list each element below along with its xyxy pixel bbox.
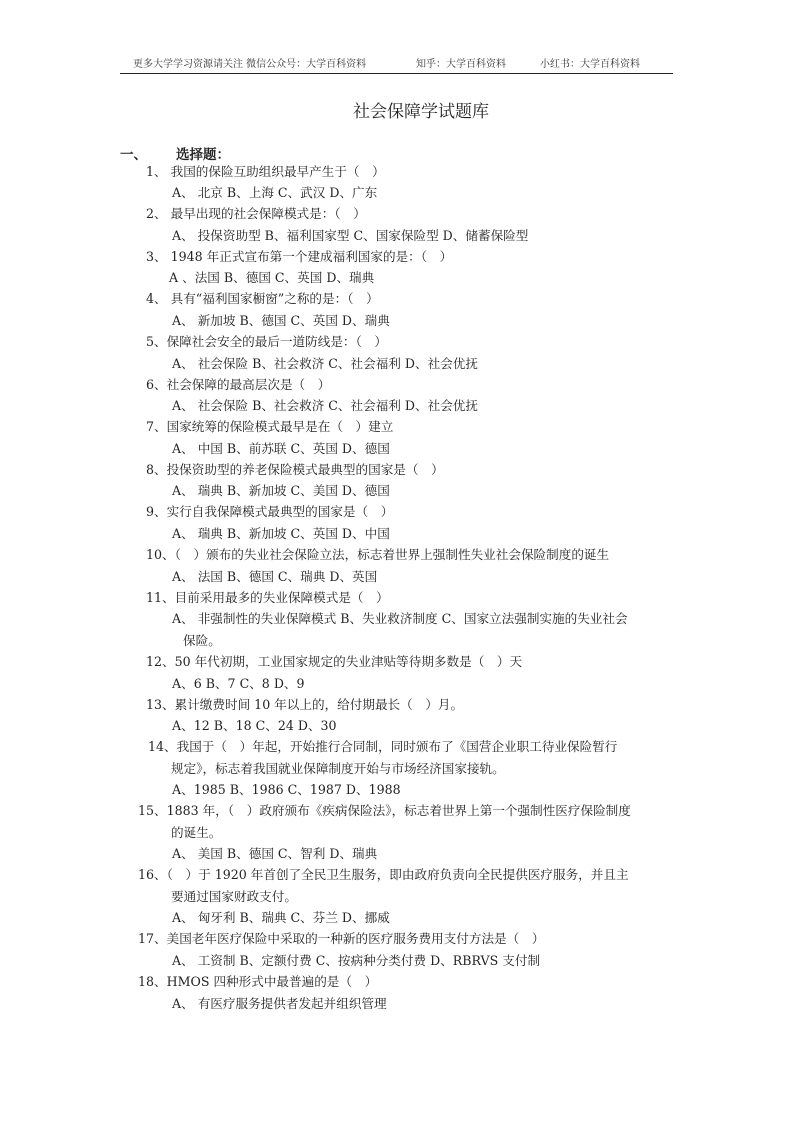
page-title: 社会保障学试题库	[353, 102, 489, 122]
question-3: 3、 1948 年正式宣布第一个建成福利国家的是：（ ）	[146, 249, 453, 264]
question-10: 10、（ ）颁布的失业社会保险立法，标志着世界上强制性失业社会保险制度的诞生	[146, 547, 610, 562]
question-1: 1、 我国的保险互助组织最早产生于（ ）	[146, 164, 385, 179]
header-zhihu: 知乎：大学百科资料	[416, 59, 506, 70]
section-heading: 选择题：	[176, 147, 230, 163]
question-8: 8、投保资助型的养老保险模式最典型的国家是（ ）	[146, 462, 444, 477]
question-12: 12、50 年代初期，工业国家规定的失业津贴等待期多数是（ ）天	[146, 654, 523, 669]
options-6: A、 社会保险 B、社会救济 C、社会福利 D、社会优抚	[172, 398, 478, 413]
question-4: 4、 具有“福利国家橱窗”之称的是：（ ）	[146, 291, 379, 306]
question-17: 17、美国老年医疗保险中采取的一种新的医疗服务费用支付方法是（ ）	[138, 931, 545, 946]
question-16: 16、（ ）于 1920 年首创了全民卫生服务，即由政府负责向全民提供医疗服务，并且主	[138, 867, 629, 882]
section-number: 一、	[120, 147, 147, 163]
header-xiaohongshu: 小红书：大学百科资料	[540, 59, 640, 70]
options-2: A、 投保资助型 B、福利国家型 C、国家保险型 D、储蓄保险型	[172, 228, 529, 243]
question-15-continued: 的诞生。	[171, 825, 222, 840]
options-11-continued: 保险。	[183, 633, 221, 648]
header-divider	[120, 73, 673, 74]
header-promo: 更多大学学习资源请关注 微信公众号：大学百科资料	[133, 59, 367, 70]
options-13: A、12 B、18 C、24 D、30	[172, 718, 337, 733]
options-5: A、 社会保险 B、社会救济 C、社会福利 D、社会优抚	[172, 356, 478, 371]
options-12: A、6 B、7 C、8 D、9	[172, 676, 305, 691]
options-8: A、 瑞典 B、新加坡 C、美国 D、德国	[172, 483, 390, 498]
question-5: 5、保障社会安全的最后一道防线是：（ ）	[146, 334, 387, 349]
options-10: A、 法国 B、德国 C、瑞典 D、英国	[172, 569, 378, 584]
options-7: A、 中国 B、前苏联 C、英国 D、德国	[172, 441, 390, 456]
options-9: A、 瑞典 B、新加坡 C、英国 D、中国	[172, 526, 390, 541]
options-14: A、1985 B、1986 C、1987 D、1988	[172, 782, 401, 797]
question-14-continued: 规定》，标志着我国就业保障制度开始与市场经济国家接轨。	[171, 761, 505, 776]
options-15: A、 美国 B、德国 C、智利 D、瑞典	[172, 846, 378, 861]
options-3: A 、法国 B、德国 C、英国 D、瑞典	[169, 270, 375, 285]
options-16: A、 匈牙利 B、瑞典 C、芬兰 D、挪威	[172, 910, 390, 925]
question-9: 9、实行自我保障模式最典型的国家是（ ）	[146, 504, 394, 519]
options-4: A、 新加坡 B、德国 C、英国 D、瑞典	[172, 313, 390, 328]
options-1: A、 北京 B、上海 C、武汉 D、广东	[172, 185, 378, 200]
options-11: A、 非强制性的失业保障模式 B、失业救济制度 C、国家立法强制实施的失业社会	[172, 611, 628, 626]
question-18: 18、HMOS 四种形式中最普遍的是（ ）	[138, 974, 378, 989]
question-14: 14、我国于（ ）年起，开始推行合同制，同时颁布了《国营企业职工待业保险暂行	[148, 739, 618, 754]
options-18: A、 有医疗服务提供者发起并组织管理	[172, 996, 387, 1011]
options-17: A、 工资制 B、定额付费 C、按病种分类付费 D、RBRVS 支付制	[172, 953, 541, 968]
question-16-continued: 要通过国家财政支付。	[171, 889, 297, 904]
question-6: 6、社会保障的最高层次是（ ）	[146, 377, 331, 392]
question-15: 15、1883 年，（ ）政府颁布《疾病保险法》，标志着世界上第一个强制性医疗保险制度	[138, 803, 631, 818]
question-7: 7、国家统筹的保险模式最早是在（ ）建立	[146, 419, 394, 434]
question-13: 13、累计缴费时间 10 年以上的，给付期最长（ ）月。	[146, 697, 464, 712]
question-2: 2、 最早出现的社会保障模式是：（ ）	[146, 206, 366, 221]
question-11: 11、目前采用最多的失业保障模式是（ ）	[146, 590, 389, 605]
